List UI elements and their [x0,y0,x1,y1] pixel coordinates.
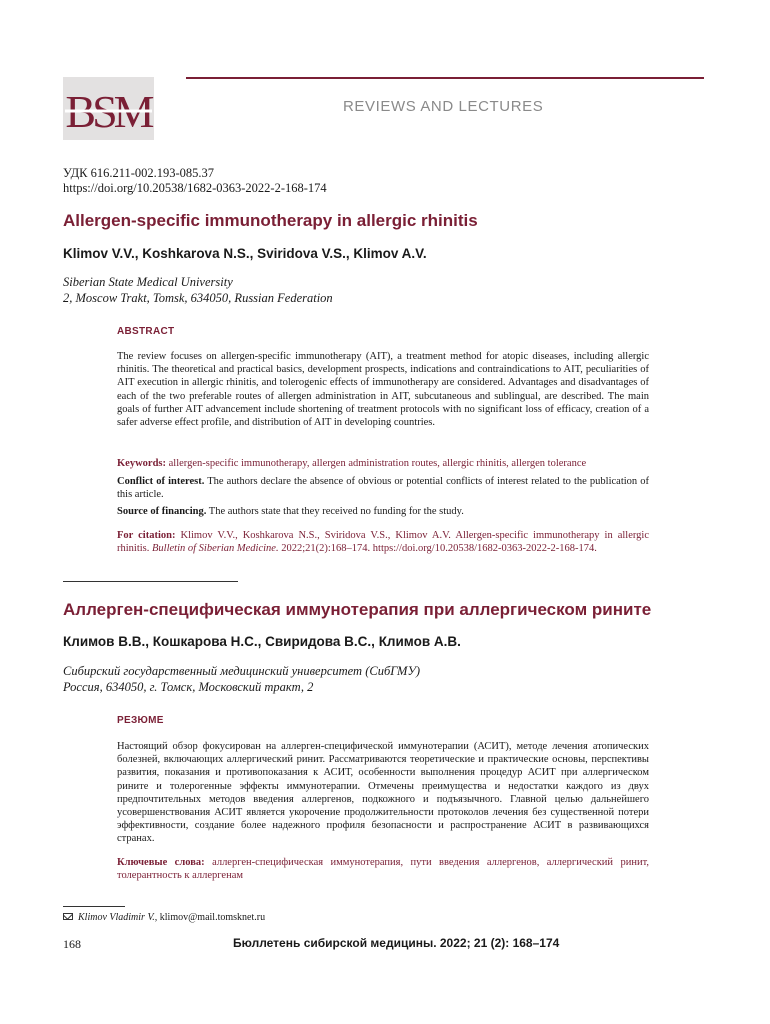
keywords-label: Keywords: [117,458,166,469]
abstract-text-ru: Настоящий обзор фокусирован на аллерген-специфической иммунотерапии (АСИТ), методе лечения атопических болезней, включающих аллергический ринит. Рассматриваются теоретические и практические основы, перспективы развития, показания и противопоказания к АСИТ, особенности выполнения процедур АСИТ при аллергическом рините и толерогенные эффекты иммунотерапии. Отмечены преимущества и недостатки каждого из двух предпочтительных методов введения аллергенов, подкожного и подъязычного. Главной целью дальнейшего усовершенствования АСИТ является укорочение продолжительности протоколов лечения без существенной потери эффективности, создание более надежного профиля безопасности и распространение АСИТ в развивающихся странах. [117,741,649,845]
citation [117,529,649,555]
abstract-text: The review focuses on allergen-specific immunotherapy (AIT), a treatment method for atopic diseases, including allergic rhinitis. The theoretical and practical basics, development prospects, indications and contraindications to AIT, peculiarities of AIT execution in allergic rhinitis, and tolerogenic effects of immunotherapy are considered. Advantages and disadvantages of each of the two preferable routes of allergen administration in AIT, subcutaneous and sublingual, are described. The main goals of further AIT advancement include shortening of treatment protocols with no significant loss of efficacy, creation of a safer adverse effect profile, and distribution of AIT in developing countries. [117,351,649,429]
article-title-en: Allergen-specific immunotherapy in allergic rhinitis [63,211,478,230]
footnote-author: Klimov Vladimir V., [78,912,158,923]
affiliation-en-line2: 2, Moscow Trakt, Tomsk, 634050, Russian Federation [63,291,333,305]
footnote-divider [63,906,125,907]
abstract-heading-ru: РЕЗЮМЕ [117,715,164,726]
authors-en: Klimov V.V., Koshkarova N.S., Sviridova V.S., Klimov A.V. [63,246,427,261]
financing-label: Source of financing. [117,506,207,517]
footnote-email[interactable]: klimov@mail.tomsknet.ru [159,912,266,923]
udk-code: УДК 616.211-002.193-085.37 [63,166,215,180]
financing-text: The authors state that they received no funding for the study. [208,506,464,517]
article-title-ru: Аллерген-специфическая иммунотерапия при аллергическом рините [63,600,652,619]
affiliation-en-line1: Siberian State Medical University [63,275,233,289]
keywords-text: allergen-specific immunotherapy, allergen administration routes, allergic rhinitis, allergen tolerance [168,458,587,469]
affiliation-ru-line2: Россия, 634050, г. Томск, Московский тракт, 2 [63,680,314,694]
header-rule [186,77,704,79]
svg-text:BSM: BSM [65,86,151,137]
journal-logo [63,77,154,140]
corresponding-author [63,912,265,923]
affiliation-ru-line1: Сибирский государственный медицинский университет (СибГМУ) [63,664,421,678]
keywords-text-ru: аллерген-специфическая иммунотерапия, пути введения аллергенов, аллергический ринит, толерантность к аллергенам [117,857,650,882]
authors-ru: Климов В.В., Кошкарова Н.С., Свиридова В.С., Климов А.В. [63,634,461,649]
conflict-label: Conflict of interest. [117,476,205,487]
conflict-text: The authors declare the absence of obvious or potential conflicts of interest related to the publication of this article. [117,476,649,501]
citation-journal: Bulletin of Siberian Medicine. [152,543,279,555]
page-number: 168 [63,937,81,951]
citation-main: Klimov V.V., Koshkarova N.S., Sviridova V.S., Klimov A.V. Allergen-specific immunotherapy in allergic rhinitis. [117,530,650,555]
section-divider [63,581,238,582]
section-label: REVIEWS AND LECTURES [343,98,544,115]
financing-statement [117,505,649,518]
keywords-label-ru: Ключевые слова: [117,857,205,868]
mail-icon [63,913,73,920]
citation-label: For citation: [117,530,176,541]
citation-rest[interactable]: 2022;21(2):168–174. https://doi.org/10.20538/1682-0363-2022-2-168-174. [281,543,597,555]
conflict-statement [117,475,649,501]
abstract-heading: ABSTRACT [117,326,175,337]
keywords-en [117,457,649,470]
doi-link[interactable]: https://doi.org/10.20538/1682-0363-2022-2-168-174 [63,181,327,195]
bsm-logo-icon [63,77,154,140]
journal-footer: Бюллетень сибирской медицины. 2022; 21 (2): 168–174 [233,936,560,950]
keywords-ru [117,856,649,882]
